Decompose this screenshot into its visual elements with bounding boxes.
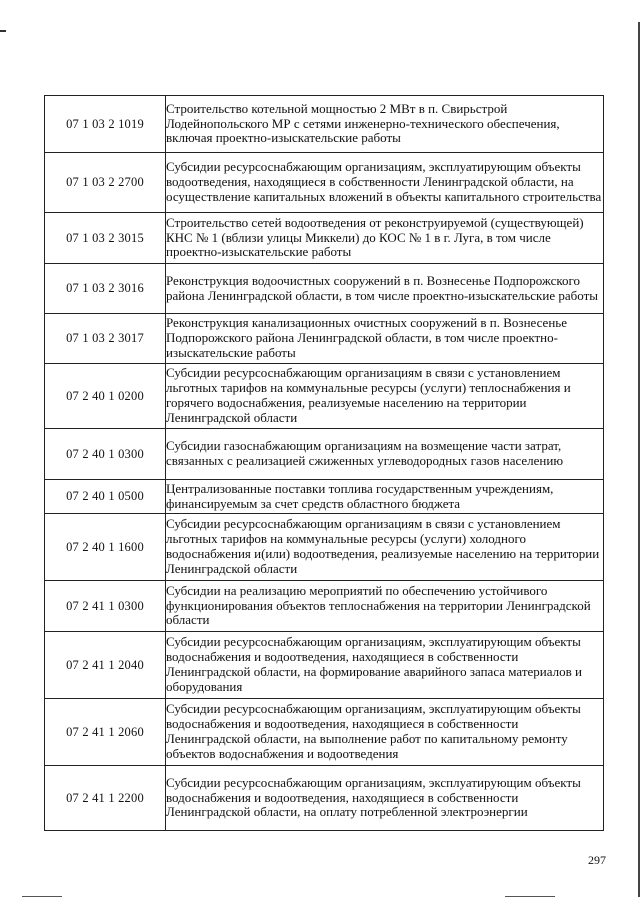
table-row: [45, 429, 604, 480]
description-cell: Реконструкция водоочистных сооружений в п. Вознесенье Подпорожского района Ленинградской области, в том числе проектно-изыскательские работы: [166, 264, 604, 314]
scan-edge-mark: [0, 30, 6, 32]
table-row: [45, 514, 604, 581]
description-cell: Строительство котельной мощностью 2 МВт в п. Свирьстрой Лодейнопольского МР с сетями инженерно-технического обеспечения, включая проектно-изыскательские работы: [166, 96, 604, 153]
code-cell: 07 1 03 2 2700: [45, 153, 166, 213]
code-cell: 07 2 41 1 2040: [45, 632, 166, 699]
description-cell: Субсидии ресурсоснабжающим организациям в связи с установлением льготных тарифов на коммунальные ресурсы (услуги) холодного водоснабжения и(или) водоотведения, реализуемые населению на территории Ленинградской области: [166, 514, 604, 581]
code-cell: 07 1 03 2 3016: [45, 264, 166, 314]
code-cell: 07 2 41 1 2060: [45, 699, 166, 766]
table-row: [45, 96, 604, 153]
description-cell: Субсидии ресурсоснабжающим организациям, эксплуатирующим объекты водоснабжения и водоотведения, находящиеся в собственности Ленинградской области, на формирование аварийного запаса материалов и оборудования: [166, 632, 604, 699]
code-cell: 07 1 03 2 3015: [45, 213, 166, 264]
code-cell: 07 2 40 1 1600: [45, 514, 166, 581]
description-cell: Субсидии на реализацию мероприятий по обеспечению устойчивого функционирования объектов теплоснабжения на территории Ленинградской области: [166, 581, 604, 632]
code-cell: 07 1 03 2 3017: [45, 314, 166, 364]
table-row: [45, 314, 604, 364]
description-cell: Субсидии газоснабжающим организациям на возмещение части затрат, связанных с реализацией сжиженных углеводородных газов населению: [166, 429, 604, 480]
code-cell: 07 2 40 1 0500: [45, 480, 166, 514]
description-cell: Реконструкция канализационных очистных сооружений в п. Вознесенье Подпорожского района Ленинградской области, в том числе проектно-изыскательские работы: [166, 314, 604, 364]
code-cell: 07 2 40 1 0200: [45, 364, 166, 429]
scan-edge-mark: [22, 896, 62, 897]
code-cell: 07 1 03 2 1019: [45, 96, 166, 153]
table-row: [45, 213, 604, 264]
code-cell: 07 2 41 1 0300: [45, 581, 166, 632]
scan-edge-mark: [505, 896, 555, 897]
table-row: [45, 364, 604, 429]
description-cell: Централизованные поставки топлива государственным учреждениям, финансируемым за счет средств областного бюджета: [166, 480, 604, 514]
table-row: [45, 581, 604, 632]
code-cell: 07 2 41 1 2200: [45, 766, 166, 831]
table-row: [45, 699, 604, 766]
description-cell: Строительство сетей водоотведения от реконструируемой (существующей) КНС № 1 (вблизи улицы Миккели) до КОС № 1 в г. Луга, в том числе проектно-изыскательские работы: [166, 213, 604, 264]
description-cell: Субсидии ресурсоснабжающим организациям, эксплуатирующим объекты водоотведения, находящиеся в собственности Ленинградской области, на осуществление капитальных вложений в объекты капитального строительства: [166, 153, 604, 213]
table-row: [45, 264, 604, 314]
description-cell: Субсидии ресурсоснабжающим организациям, эксплуатирующим объекты водоснабжения и водоотведения, находящиеся в собственности Ленинградской области, на выполнение работ по капитальному ремонту объектов водоснабжения и водоотведения: [166, 699, 604, 766]
budget-code-table: [44, 95, 604, 831]
table-row: [45, 480, 604, 514]
code-cell: 07 2 40 1 0300: [45, 429, 166, 480]
page-number: 297: [588, 853, 606, 867]
table-row: [45, 632, 604, 699]
description-cell: Субсидии ресурсоснабжающим организациям в связи с установлением льготных тарифов на коммунальные ресурсы (услуги) теплоснабжения и горячего водоснабжения, реализуемые населению на территории Ленинградской области: [166, 364, 604, 429]
description-cell: Субсидии ресурсоснабжающим организациям, эксплуатирующим объекты водоснабжения и водоотведения, находящиеся в собственности Ленинградской области, на оплату потребленной электроэнергии: [166, 766, 604, 831]
table-row: [45, 153, 604, 213]
table-row: [45, 766, 604, 831]
